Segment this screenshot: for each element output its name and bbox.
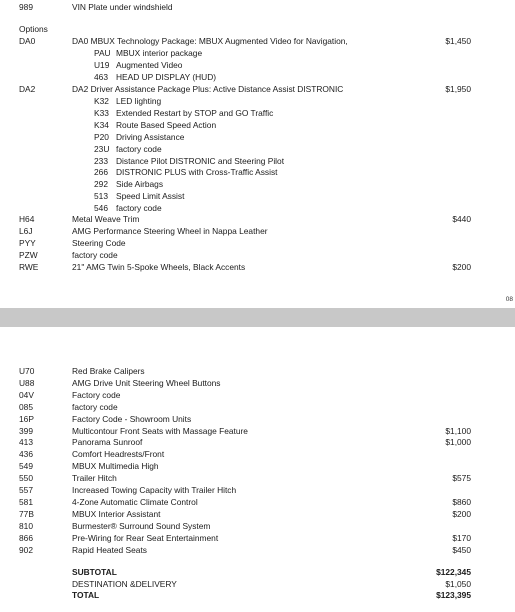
package-sub-item <box>0 60 515 72</box>
option-price: $1,950 <box>445 84 471 94</box>
option-code: 549 <box>19 461 33 472</box>
option-row-da0 <box>0 36 515 48</box>
option-row-da2 <box>0 84 515 96</box>
option-description: 4-Zone Automatic Climate Control <box>72 496 198 507</box>
option-description: MBUX Multimedia High <box>72 461 159 472</box>
sub-item-description: factory code <box>116 143 162 154</box>
option-code: RWE <box>19 261 39 272</box>
option-code: U70 <box>19 366 35 376</box>
option-description: AMG Performance Steering Wheel in Nappa Leather <box>72 225 268 236</box>
option-row <box>0 461 515 473</box>
package-sub-item <box>0 96 515 108</box>
option-description: Steering Code <box>72 237 126 248</box>
option-code: 866 <box>19 532 33 543</box>
option-row <box>0 366 515 378</box>
page-separator <box>0 308 515 327</box>
option-price: $1,100 <box>445 425 471 436</box>
package-sub-item <box>0 179 515 191</box>
option-description: AMG Drive Unit Steering Wheel Buttons <box>72 377 221 388</box>
option-code: 413 <box>19 437 33 448</box>
sub-item-code: U19 <box>94 59 110 70</box>
option-description: VIN Plate under windshield <box>72 2 173 12</box>
options-heading: Options <box>19 24 48 34</box>
option-row <box>0 426 515 438</box>
option-price: $170 <box>452 532 471 543</box>
option-code: 77B <box>19 508 34 519</box>
option-description: Pre-Wiring for Rear Seat Entertainment <box>72 532 219 543</box>
option-price: $1,450 <box>445 36 471 46</box>
option-code: DA0 <box>19 36 36 46</box>
sub-item-code: 23U <box>94 143 110 154</box>
option-description: factory code <box>72 401 118 412</box>
option-row <box>0 437 515 449</box>
sub-item-description: factory code <box>116 203 162 214</box>
sub-item-description: MBUX interior package <box>116 48 203 58</box>
option-description: factory code <box>72 249 118 260</box>
option-description: Burmester® Surround Sound System <box>72 520 211 531</box>
summary-row <box>0 567 515 579</box>
option-price: $200 <box>452 508 471 519</box>
option-row <box>0 449 515 461</box>
summary-amount: $1,050 <box>445 578 471 589</box>
option-code: 989 <box>19 2 33 12</box>
option-code: 436 <box>19 449 33 460</box>
option-description: DA0 MBUX Technology Package: MBUX Augmented Video for Navigation, <box>72 36 348 46</box>
sub-item-code: 546 <box>94 203 108 214</box>
option-description: MBUX Interior Assistant <box>72 508 161 519</box>
sub-item-code: K34 <box>94 119 109 130</box>
option-code: 810 <box>19 520 33 531</box>
option-row <box>0 497 515 509</box>
option-row <box>0 226 515 238</box>
option-code: DA2 <box>19 84 36 94</box>
sub-item-code: 513 <box>94 191 108 202</box>
option-price: $1,000 <box>445 437 471 448</box>
package-sub-item <box>0 120 515 132</box>
option-price: $200 <box>452 261 471 272</box>
option-description: Factory Code - Showroom Units <box>72 413 192 424</box>
sub-item-code: 233 <box>94 155 108 166</box>
summary-row <box>0 590 515 602</box>
option-row <box>0 250 515 262</box>
option-code: L6J <box>19 225 33 236</box>
option-row <box>0 533 515 545</box>
sub-item-code: P20 <box>94 131 109 142</box>
sub-item-code: K32 <box>94 96 109 106</box>
option-row <box>0 473 515 485</box>
package-sub-item <box>0 167 515 179</box>
option-row <box>0 402 515 414</box>
sub-item-description: Speed Limit Assist <box>116 191 185 202</box>
option-code: 557 <box>19 485 33 495</box>
option-row <box>0 262 515 274</box>
option-description: Comfort Headrests/Front <box>72 449 165 460</box>
page-number: 08 <box>505 296 513 303</box>
option-price: $440 <box>452 214 471 224</box>
sub-item-code: 266 <box>94 167 108 178</box>
option-row <box>0 414 515 426</box>
package-sub-item <box>0 156 515 168</box>
option-description: Trailer Hitch <box>72 473 117 484</box>
option-price: $450 <box>452 544 471 555</box>
option-row <box>0 214 515 226</box>
sub-item-description: Side Airbags <box>116 179 164 190</box>
option-code: 16P <box>19 413 34 424</box>
sub-item-description: Distance Pilot DISTRONIC and Steering Pilot <box>116 155 285 166</box>
sub-item-description: Driving Assistance <box>116 131 185 142</box>
option-code: 550 <box>19 473 33 484</box>
option-description: Panorama Sunroof <box>72 437 143 448</box>
summary-amount: $122,345 <box>436 567 471 577</box>
option-description: Red Brake Calipers <box>72 366 145 376</box>
sub-item-description: Augmented Video <box>116 59 183 70</box>
option-row <box>0 509 515 521</box>
option-row <box>0 545 515 557</box>
sub-item-description: DISTRONIC PLUS with Cross-Traffic Assist <box>116 167 278 178</box>
option-description: Factory code <box>72 389 121 400</box>
sub-item-description: LED lighting <box>116 96 162 106</box>
sub-item-description: HEAD UP DISPLAY (HUD) <box>116 71 217 82</box>
sub-item-code: K33 <box>94 107 109 118</box>
option-row <box>0 238 515 250</box>
option-code: 581 <box>19 496 33 507</box>
option-description: DA2 Driver Assistance Package Plus: Active Distance Assist DISTRONIC <box>72 84 344 94</box>
option-code: PZW <box>19 249 38 260</box>
option-description: Metal Weave Trim <box>72 214 140 224</box>
option-code: 902 <box>19 544 33 555</box>
sub-item-code: PAU <box>94 48 111 58</box>
option-code: PYY <box>19 237 36 248</box>
vin-plate-row <box>0 2 515 14</box>
option-row <box>0 378 515 390</box>
options-heading-row <box>0 24 515 36</box>
sub-item-description: Extended Restart by STOP and GO Traffic <box>116 107 274 118</box>
option-price: $575 <box>452 473 471 484</box>
package-sub-item <box>0 132 515 144</box>
package-sub-item <box>0 108 515 120</box>
option-description: Multicontour Front Seats with Massage Feature <box>72 425 248 436</box>
package-sub-item <box>0 191 515 203</box>
summary-row <box>0 579 515 591</box>
option-price: $860 <box>452 496 471 507</box>
sub-item-code: 463 <box>94 71 108 82</box>
package-sub-item <box>0 144 515 156</box>
sub-item-code: 292 <box>94 179 108 190</box>
summary-label: SUBTOTAL <box>72 567 117 577</box>
summary-amount: $123,395 <box>436 590 471 601</box>
option-row <box>0 485 515 497</box>
option-code: U88 <box>19 377 35 388</box>
option-row <box>0 390 515 402</box>
summary-label: TOTAL <box>72 590 100 601</box>
option-code: 399 <box>19 425 33 436</box>
sub-item-description: Route Based Speed Action <box>116 119 217 130</box>
option-description: Increased Towing Capacity with Trailer Hitch <box>72 485 237 495</box>
option-code: 085 <box>19 401 33 412</box>
package-sub-item <box>0 48 515 60</box>
option-row <box>0 521 515 533</box>
option-code: H64 <box>19 214 35 224</box>
summary-label: DESTINATION &DELIVERY <box>72 578 177 589</box>
option-description: 21" AMG Twin 5-Spoke Wheels, Black Accents <box>72 261 246 272</box>
option-description: Rapid Heated Seats <box>72 544 147 555</box>
package-sub-item <box>0 72 515 84</box>
option-code: 04V <box>19 389 34 400</box>
document-page-2 <box>0 360 515 612</box>
